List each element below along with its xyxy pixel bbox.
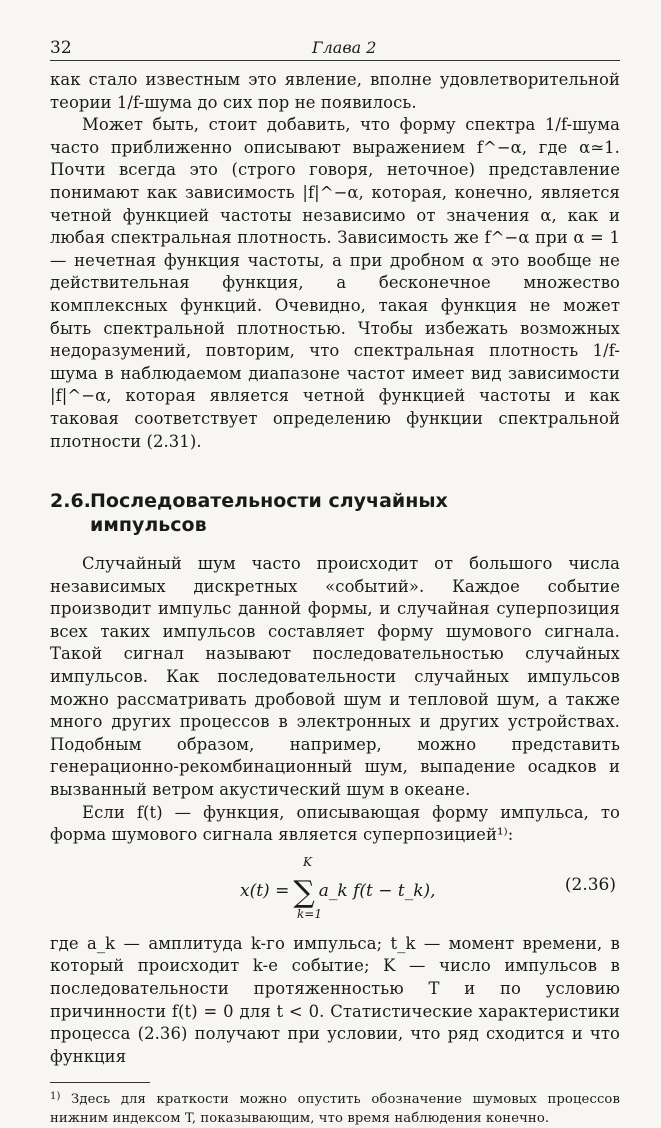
sigma-symbol: ∑ [293, 874, 315, 910]
sum-lower-limit: k=1 [297, 906, 322, 921]
section-number: 2.6. [50, 490, 91, 513]
paragraph-definitions: где a_k — амплитуда k-го импульса; t_k — момент времени, в который происходит k-е событие; K — число импульсов в последовательности протяженностью T и по условию причинности f(t) = 0 для t < 0. Статистические характеристики процесса (2.36) получают при условии, что ряд сходится и что функция [50, 933, 620, 1066]
page [50, 36, 620, 1128]
paragraph-continuation: как стало известным это явление, вполне удовлетворительной теории 1/f-шума до сих пор не появилось. [50, 70, 620, 112]
section-heading [50, 489, 620, 537]
paragraph-superposition: Если f(t) — функция, описывающая форму импульса, то форма шумового сигнала является суперпозицией¹⁾: [50, 802, 620, 845]
footnote-mark: 1) [50, 1091, 61, 1103]
equation-body [240, 875, 436, 910]
paragraph-random-noise: Случайный шум часто происходит от большого числа независимых дискретных «событий». Каждое событие производит импульс данной формы, и случайная суперпозиция всех таких импульсов составляет форму шумового сигнала. Такой сигнал называют последовательностью случайных импульсов. Как последовательности случайных импульсов можно рассматривать дробовой шум и тепловой шум, а также много других процессов в электронных и других устройствах. Подобным образом, например, можно представить генерационно-рекомбинационный шум, выпадение осадков и вызванный ветром акустический шум в океане. [50, 554, 620, 800]
equation-lhs: x(t) = [240, 880, 290, 901]
page-number: 32 [50, 38, 72, 58]
equation-term: a_k f(t − t_k), [318, 880, 436, 901]
chapter-title: Глава 2 [312, 38, 377, 57]
page-header [50, 36, 620, 61]
footnote-text: Здесь для краткости можно опустить обозначение шумовых процессов нижним индексом T, показывающим, что время наблюдения конечно. [50, 1092, 620, 1127]
footnote [50, 1087, 620, 1128]
equation-2-36 [50, 855, 620, 929]
paragraph-spectrum: Может быть, стоит добавить, что форму спектра 1/f-шума часто приближенно описывают выражением f^−α, где α≃1. Почти всегда это (строго говоря, неточное) представление понимают как зависимость |f|^−α, которая, конечно, является четной функцией частоты независимо от значения α, как и любая спектральная плотность. Зависимость же f^−α при α = 1 — нечетная функция частоты, а при дробном α это вообще не действительная функция, а бесконечное множество комплексных функций. Очевидно, такая функция не может быть спектральной плотностью. Чтобы избежать возможных недоразумений, повторим, что спектральная плотность 1/f-шума в наблюдаемом диапазоне частот имеет вид зависимости |f|^−α, которая является четной функцией частоты и как таковая соответствует определению функции спектральной плотности (2.31). [50, 115, 620, 451]
section-title-line1: Последовательности случайных [90, 490, 448, 513]
footnote-divider [50, 1082, 150, 1083]
section-title-line2: импульсов [90, 514, 207, 537]
sum-upper-limit: K [303, 854, 312, 869]
equation-number: (2.36) [564, 874, 616, 895]
